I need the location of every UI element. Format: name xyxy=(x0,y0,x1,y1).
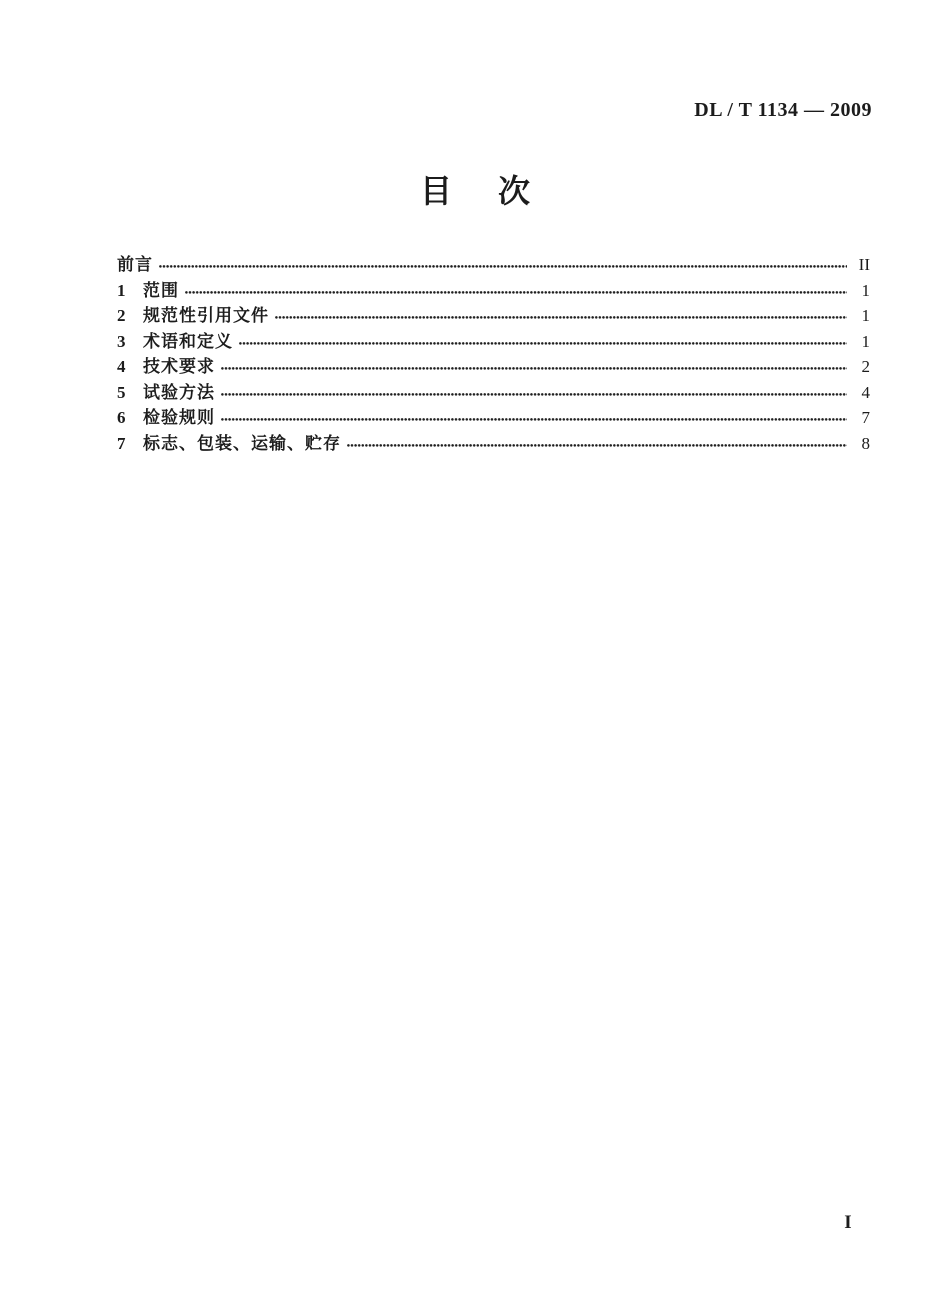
dot-leader xyxy=(219,355,852,372)
toc-entry-number: 3 xyxy=(117,331,126,351)
dot-leader xyxy=(237,330,852,347)
dot-leader xyxy=(157,253,852,270)
toc-entry-label: 标志、包装、运输、贮存 xyxy=(143,433,341,453)
toc-entry-label: 技术要求 xyxy=(143,357,215,376)
toc-entry-test-methods xyxy=(117,380,870,406)
dot-leader xyxy=(219,406,852,423)
toc-entry-normative-references xyxy=(117,303,870,329)
toc-entry-terms-definitions xyxy=(117,329,870,355)
toc-entry-label: 前言 xyxy=(117,255,153,274)
toc-entry-page: 8 xyxy=(861,433,870,453)
toc-entry-number: 2 xyxy=(117,306,126,325)
toc-entry-number: 1 xyxy=(117,280,126,300)
toc-entry-label: 术语和定义 xyxy=(143,331,233,351)
dot-leader xyxy=(183,279,852,296)
page-title-char-left: 目 xyxy=(419,173,452,209)
toc-entry-number: 6 xyxy=(117,408,126,427)
toc-entry-page: II xyxy=(858,255,870,274)
standard-code-header: DL / T 1134 — 2009 xyxy=(694,99,872,121)
toc-entry-page: 1 xyxy=(861,280,870,300)
toc-entry-scope xyxy=(117,278,870,304)
toc-entry-page: 1 xyxy=(861,331,870,351)
toc-entry-inspection-rules xyxy=(117,405,870,431)
toc-entry-label: 范围 xyxy=(143,280,179,300)
dot-leader xyxy=(345,432,852,449)
page-title xyxy=(0,174,950,208)
toc-entry-technical-requirements xyxy=(117,354,870,380)
toc-entry-page: 4 xyxy=(861,382,870,402)
toc-entry-marking-packing-transport-storage xyxy=(117,431,870,457)
toc-entry-page: 7 xyxy=(861,408,870,427)
toc-entry-label: 规范性引用文件 xyxy=(143,306,269,325)
dot-leader xyxy=(273,304,852,321)
toc-entry-label: 试验方法 xyxy=(143,382,215,402)
page-title-char-right: 次 xyxy=(498,173,531,209)
toc-entry-number: 4 xyxy=(117,357,126,376)
toc-entry-page: 2 xyxy=(861,357,870,376)
footer-page-number: I xyxy=(844,1212,852,1233)
toc-entry-number: 7 xyxy=(117,433,126,453)
toc-entry-label: 检验规则 xyxy=(143,408,215,427)
toc-entry-number: 5 xyxy=(117,382,126,402)
toc-entry-page: 1 xyxy=(861,306,870,325)
table-of-contents xyxy=(117,252,870,456)
toc-entry-foreword xyxy=(117,252,870,278)
dot-leader xyxy=(219,381,852,398)
